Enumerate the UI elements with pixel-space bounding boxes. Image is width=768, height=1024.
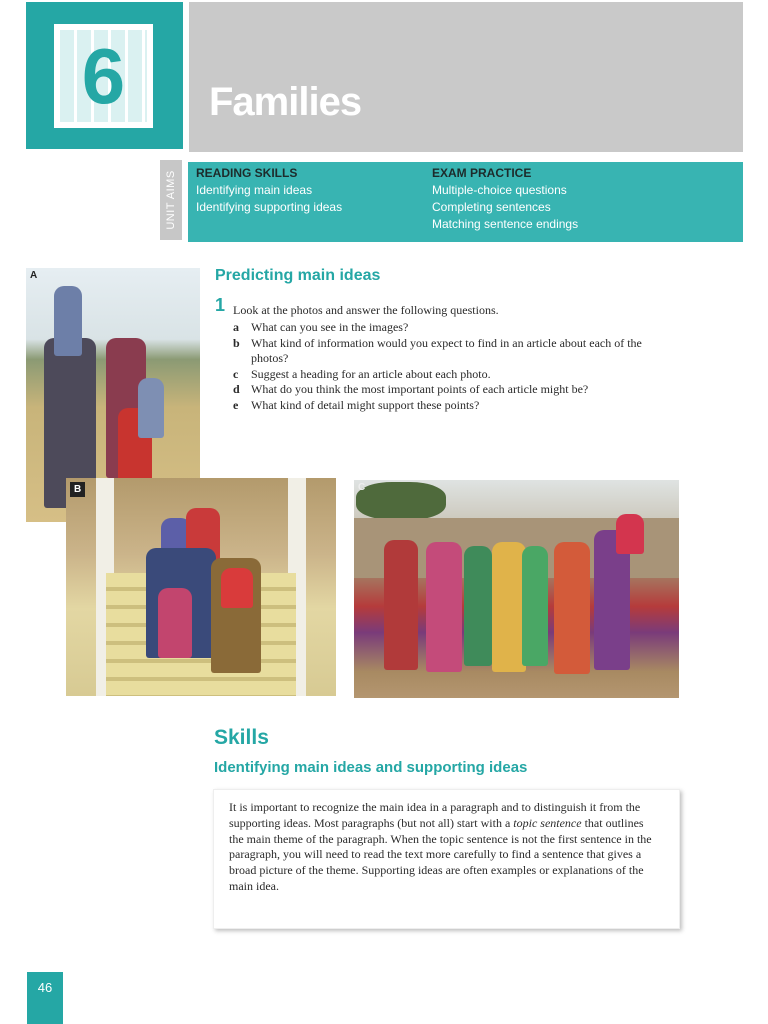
- skills-explanation-text: [229, 800, 659, 895]
- photo-figure: [221, 568, 253, 608]
- skills-text-emphasis: topic sentence: [513, 815, 582, 830]
- exam-practice-item: Completing sentences: [432, 200, 551, 214]
- reading-skills-heading: READING SKILLS: [196, 166, 298, 180]
- page-title: Families: [209, 80, 362, 124]
- skills-subheading: Identifying main ideas and supporting ideas: [214, 759, 528, 776]
- photo-figure: [554, 542, 590, 674]
- photo-figure: [616, 514, 644, 554]
- unit-aims-bar: [188, 162, 743, 242]
- question-text: What can you see in the images?: [251, 320, 409, 334]
- question-text: What kind of information would you expect to find in an article about each of the photos?: [251, 335, 642, 365]
- unit-number-box: [26, 2, 183, 149]
- skills-heading: Skills: [214, 726, 269, 749]
- photo-figure: [138, 378, 164, 438]
- skills-text-part: It is important to recognize the main idea in a paragraph and to distinguish it from the supporting ideas. Most paragraphs (but not all) start with a: [229, 800, 641, 830]
- question-text: What kind of detail might support these points?: [251, 397, 480, 412]
- reading-skill-item: Identifying supporting ideas: [196, 200, 343, 214]
- list-item: [233, 336, 678, 367]
- photo-c-maasai-women: [354, 480, 679, 698]
- photo-figure: [492, 542, 526, 672]
- photo-figure: [54, 286, 82, 356]
- photo-label: A: [30, 270, 38, 281]
- unit-number: 6: [81, 32, 126, 120]
- exam-practice-item: Matching sentence endings: [432, 217, 579, 231]
- question-list: [233, 320, 678, 413]
- exam-practice-item: Multiple-choice questions: [432, 183, 567, 197]
- question-letter: a: [233, 320, 239, 334]
- title-bar: [189, 2, 743, 152]
- list-item: [233, 382, 678, 398]
- photo-label: C: [358, 482, 366, 493]
- photo-figure: [384, 540, 418, 670]
- photo-b-family-stairs: [66, 478, 336, 696]
- photo-figure: [522, 546, 548, 666]
- question-letter: c: [233, 366, 239, 381]
- exercise-number: 1: [215, 295, 226, 315]
- question-letter: e: [233, 397, 239, 412]
- question-text: Suggest a heading for an article about each photo.: [251, 366, 491, 381]
- list-item: [233, 398, 678, 414]
- predicting-heading: Predicting main ideas: [215, 267, 381, 284]
- unit-aims-tag: [160, 160, 182, 240]
- photo-figure: [426, 542, 462, 672]
- unit-number-tile: [54, 24, 153, 128]
- exam-practice-column: [432, 166, 578, 233]
- question-letter: b: [233, 335, 240, 350]
- reading-skills-column: [196, 166, 342, 216]
- page-number: 46: [37, 980, 53, 995]
- page-number-tab: [27, 972, 63, 1024]
- exam-practice-heading: EXAM PRACTICE: [432, 166, 532, 180]
- photo-figure: [464, 546, 492, 666]
- question-text: What do you think the most important points of each article might be?: [251, 382, 589, 396]
- photo-tree: [356, 482, 446, 520]
- unit-aims-label: UNIT AIMS: [165, 170, 177, 230]
- list-item: [233, 320, 678, 336]
- skills-text-part: that outlines the main theme of the paragraph. When the topic sentence is not the first sentence in the paragraph, you will need to read the text more carefully to find a sentence that gives a broad picture of the theme. Supporting ideas are often examples or explanations of the main idea.: [229, 815, 652, 893]
- question-letter: d: [233, 382, 240, 396]
- exercise-intro: Look at the photos and answer the following questions.: [233, 303, 499, 317]
- list-item: [233, 367, 678, 383]
- photo-label: B: [70, 482, 85, 497]
- photo-figure: [158, 588, 192, 658]
- skills-explanation-box: [213, 789, 680, 929]
- reading-skill-item: Identifying main ideas: [196, 183, 313, 197]
